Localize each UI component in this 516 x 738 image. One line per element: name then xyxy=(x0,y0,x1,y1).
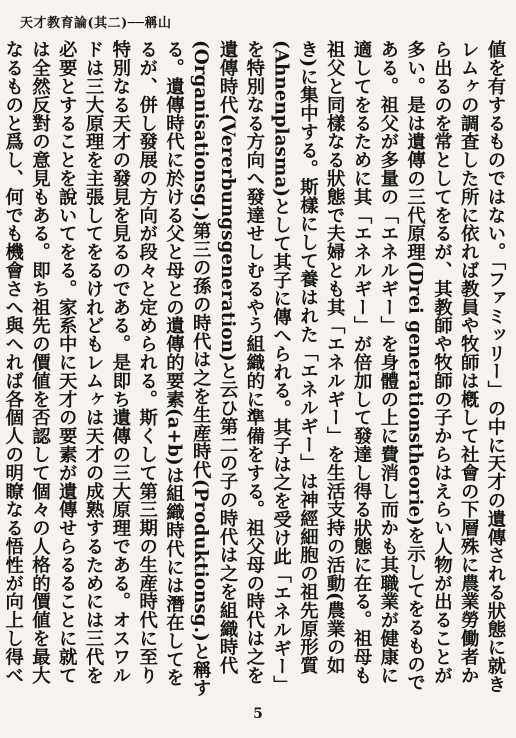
body-paragraph: 値を有するものではない。「ファミッリー」の中に天才の遺傳される狀態に就きレムヶの調査した所に依れば教員や牧師は槪して社會の下層殊に農業勞働者から出るのを常としてをるが、其教師や牧師の子からはえらい人物が出ることが多い。是は遺傳の三代原理(Drei generationstheorie)を示してをるものである。祖父が多量の「エネルギー」を身體の上に費消し而かも其職業が健康に適してをるために其「エネルギー」が倍加して發達し得る狀態に在る。祖母も祖父と同樣なる狀態で夫婦とも其「エネルギー」を生活支持の活動(農業の如き)に集中する。斯樣にして養はれた「エネルギー」は神經細胞の祖先原形質(Ahnenplasma)として其子に傳へられる。其子は之を受け此「エネルギー」を特別なる方向へ發達せしむるやう組織的に準備をする。祖父母の時代は之を遺傳時代(Vererbungsgeneration)と云ひ第二の子の時代は之を組織時代(Organisationsg.)第三の孫の時代は之を生産時代(Produktionsg.)と稱する。遺傳時代に於ける父と母との遺傳的要素(a+b)は組織時代には潛在してをるが、併し發展の方向が段々と定められる。斯くして第三期の生産時代に至り特別なる天才の發見を見るのである。是即ち遺傳の三大原理である。オスワルドは三大原理を主張してをるけれどもレムヶは天才の成熟するためには三代を必要とすることを說いてをる。家系中に天才の要素が遺傳せらるることに就ては全然反對の意見もある。即ち祖先の價値を否認して個々の人格的價値を最大なるものと爲し、何でも機會さへ與へれば各個人の明瞭なる悟性が向上し得べ xyxy=(2,40,506,697)
body-text xyxy=(2,40,508,700)
page-number: 5 xyxy=(253,706,263,722)
running-header: 天才教育論(其二)──稱山 xyxy=(20,16,172,31)
